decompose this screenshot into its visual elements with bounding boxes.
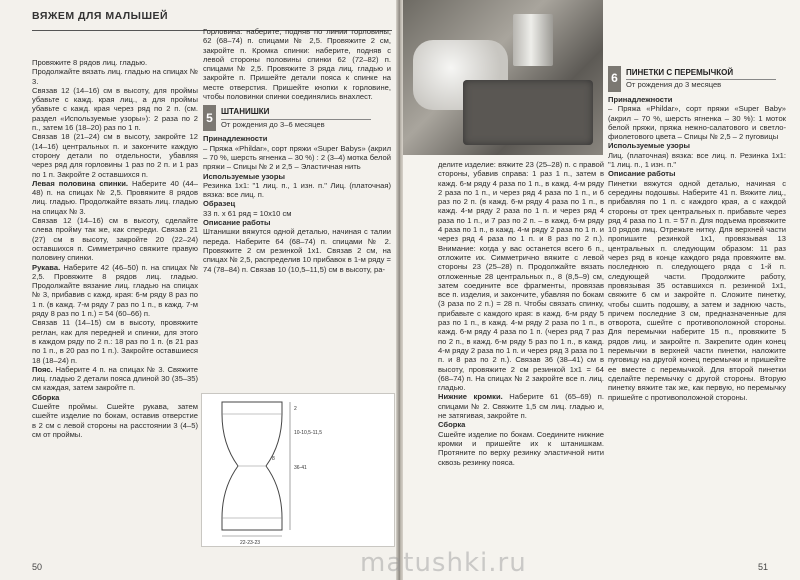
belt-paragraph [32, 365, 198, 393]
gauge-heading: Образец [203, 199, 236, 209]
paragraph: Связав 18 (21–24) см в высоту, закройте 12 (14–16) центральных п. и закончите каждую сторону детали по отдельности, убавляя через ряд для горловины 1 раз по 2 п. и 1 раз по 1 п. Закройте 2 оставшихся п. [32, 132, 198, 179]
gauge-text: 33 п. х 61 ряд = 10х10 см [203, 208, 292, 218]
left-column-1 [32, 58, 198, 439]
page-number-left: 50 [32, 562, 43, 572]
right-column-2 [608, 62, 786, 402]
materials-heading: Принадлежности [203, 134, 268, 144]
diagram-label: 36-41 [294, 465, 307, 471]
page-number-right: 51 [757, 562, 768, 572]
edges-text: Наберите 61 (65–69) п. спицами № 2. Свяжите 1,5 см лиц. гладью и, не затягивая, закройте п. [438, 392, 604, 421]
paragraph: Связав 12 (14–16) см в высоту, для проймы убавьте с кажд. края лиц., а для проймы убавьте с кажд. края через ряд по 2 п. (см. раздел «Используемые узоры»): 2 раза по 2 п., затем 16 (18–20) раз по 1 п. [32, 85, 198, 133]
product-photo [403, 0, 603, 155]
materials-text: – Пряжа «Phildar», сорт пряжи «Super Babys» (акрил – 70 %, шерсть ягненка – 30 %) : 2 (3–4) мотка белой пряжи – Спицы № 2 и 2,5 – Эластичная нить [203, 143, 391, 172]
pants-continuation-text: делите изделие: вяжите 23 (25–28) п. с правой стороны, убавив справа: 1 раз 1 п., затем в кажд. 6-м ряду 4 раза по 1 п., в кажд. 4-м ряду 2 раза по 1 п., и через ряд 4 раза по 1 п., и 6 раз по 2 п. (в кажд. 6-м ряду 4 раза по 1 п., в кажд. 4-м ряду 2 раза по 1 п. и через ряд 4 раза по 1 п., и 7 раз по 2 п. – в кажд. 6-м ряду 4 раза по 1 п., в кажд. 4-м ряду 2 раза по 1 п. и через ряд 4 раза по 1 п. и 8 раз по 2 п.). Внимание: когда у вас останется всего 6 п., отложите их. Симметрично вяжите с левой стороны 23 (25–28) п. Продолжайте вязать отложенные 28 центральных п., 8 (8,5–9) см, затем соедините все фрагменты, провязав все п. изделия, и закончите, убавляя по бокам (3 раза по 2 п.) = 28 п. Чтобы связать спинку, прибавьте с каждого края: в кажд. 6-м ряду 5 раз по 1 п., в кажд. 4-м ряду 2 раза по 1 п., в кажд. 6-м ряду 4 раза по 1 п. (через ряд 7 раз по 2 п., в кажд. 6-м ряду 5 раз по 1 п., в кажд. 4-м ряду 2 раза по 1 п. и через ряд 3 раза по 1 п. и 8 раз по 2 п.). Связав 36 (38–41) см в высоту, провяжите 2 см резинкой 1х1 = 64 (68–74) п. На спицах № 2 закройте все п. лиц. гладью. [438, 160, 604, 393]
pants-schematic [201, 393, 395, 547]
assembly-text: Сшейте изделие по бокам. Соедините нижние кромки и пришейте их к штанишкам. Протяните по верху резинку эластичной нити сквозь резинку пояса. [438, 429, 604, 467]
diagram-label: 22-23-23 [240, 540, 261, 546]
right-column-1 [438, 160, 604, 467]
section-title-block [221, 105, 371, 129]
section-age: От рождения до 3 месяцев [626, 80, 722, 90]
left-back-text: Наберите 40 (44–48) п. на спицах № 2,5. Провяжите 8 рядов лиц. гладью. Продолжайте вязать лиц. гладью на спицах № 3. [32, 178, 199, 216]
work-text: Пинетки вяжутся одной деталью, начиная с середины подошвы. Наберите 41 п. Вяжите лиц., прибавляя по 1 п. с каждого края, а с каждой стороны от трех центральных п. прибавьте через ряд 4 раза по 1 п. = 57 п. Для подъема провяжите 10 рядов лиц. Отрежьте нитку. Для верхней части пропишите резинкой 1х1, провязывая 13 центральных п. следующим образом: 11 раз через ряд в конце каждого ряда провяжите вм. последнюю п. следующего ряда с 1-й п. следующей части. Продолжите работу, провязывая 35 оставшихся п. резинкой 1х1, свяжите 6 см и закройте п. Сложите пинетку, чтобы сшить подошву, а затем и заднюю часть, причем последние 3 см, предназначенные для отворота, сшейте с противоположной стороны. Для перемычки наберите 15 п., провяжите 5 рядов лиц. и закройте п. Закрепите один конец перемычки в верхней части пинетки, наложите пуговицу на другой конец перемычки и пришейте ее вместе с перемычкой. Для второй пинетки сделайте перемычку с другой стороны. Вторую пинетку вяжите так же, как первую, но перемычку пришейте с противоположной стороны. [608, 178, 786, 402]
running-header: ВЯЖЕМ ДЛЯ МАЛЫШЕЙ [32, 10, 169, 22]
section-age: От рождения до 3–6 месяцев [221, 119, 325, 129]
left-back-paragraph [32, 179, 198, 216]
materials-heading: Принадлежности [608, 95, 673, 104]
sleeve-heading: Рукава. [32, 262, 61, 272]
left-back-heading: Левая половина спинки. [32, 178, 129, 188]
belt-heading: Пояс. [32, 364, 53, 374]
assembly-heading: Сборка [438, 420, 466, 430]
diagram-label: 10-10,5-11,5 [294, 430, 322, 436]
section-title: ШТАНИШКИ [221, 107, 270, 117]
work-heading: Описание работы [608, 169, 676, 179]
paragraph: Продолжайте вязать лиц. гладью на спицах № 3. [32, 67, 198, 86]
schematic-svg [202, 394, 394, 546]
paragraph: Связав 12 (14–16) см в высоту, сделайте слева пройму так же, как спереди. Связав 21 (27) см в высоту, закройте 20 (22–24) оставшихся п. Симметрично свяжите правую половину спинки. [32, 216, 198, 263]
section-5-header [203, 105, 391, 131]
section-title: ПИНЕТКИ С ПЕРЕМЫЧКОЙ [626, 68, 734, 77]
belt-text: Наберите 4 п. на спицах № 3. Свяжите лиц. гладью 2 детали пояса длиной 30 (35–35) см каждая, затем закройте п. [32, 364, 198, 393]
right-page [403, 0, 800, 580]
sleeve-text: Наберите 42 (46–50) п. на спицах № 2,5. Провяжите 8 рядов лиц. гладью. Продолжайте вязание лиц. гладью на спицах № 3, прибавив с кажд. края: 6-м ряду 8 раз по 1 п. (в кажд. 7-м ряду 7 раз по 1 п., в кажд. 7-м ряду 8 раз по 1 п.) = 54 (60–66) п. [32, 262, 198, 319]
paragraph: Связав 11 (14–15) см в высоту, провяжите реглан, как для передней и спинки, для этого в каждом ряду по 2 п.: 18 раз по 1 п. (в 21 раз по 1 п., в 20 раз по 1 п.). Закройте оставшиеся 18 (18–24) п. [32, 318, 198, 365]
site-watermark: matushki.ru [360, 548, 527, 578]
left-page [0, 0, 397, 580]
patterns-heading: Используемые узоры [203, 171, 285, 181]
diagram-label: 2 [294, 406, 297, 412]
assembly-heading: Сборка [32, 392, 60, 402]
patterns-text: Лиц. (платочная) вязка: все лиц. п. Резинка 1х1: "1 лиц. п., 1 изн. п." [608, 150, 786, 170]
edges-heading: Нижние кромки. [438, 392, 503, 402]
work-heading: Описание работы [203, 218, 271, 228]
photo-tin-cup [513, 14, 553, 66]
section-6-header [608, 66, 786, 92]
paragraph: Провяжите 8 рядов лиц. гладью. [32, 58, 148, 67]
edges-paragraph [438, 392, 604, 420]
left-column-2 [203, 27, 391, 274]
section-title-block [626, 66, 776, 90]
assembly-text: Сшейте проймы. Сшейте рукава, затем сшейте изделие по бокам, оставив отверстие в 2 см с левой стороны на расстоянии 3 (4–5) см от проймы. [32, 401, 198, 439]
diagram-label: 8 [272, 456, 275, 462]
neckline-text: Горловина: наберите, подняв по линии горловины, 62 (68–74) п. спицами № 2,5. Провяжите 2 см, закройте п. Кромка спинки: наберите, подняв с левой стороны половины спинки 62 (72–82) п. спицами № 2,5. Провяжите 3 ряда лиц. гладью и закройте п. Пришейте детали пояса к спинке на месте отверстия. Пришейте кнопки к горловине, чтобы половинки спинки соединялись внахлест. [203, 27, 391, 102]
work-text: Штанишки вяжутся одной деталью, начиная с талии переда. Наберите 64 (68–74) п. спицами № 2. Провяжите 2 см резинкой 1х1. Связав 2 см, на спицах № 2,5, распределив 10 прибавок в 1-м ряду = 74 (78–84) п. Связав 10 (10,5–11,5) см в высоту, ра- [203, 227, 391, 274]
section-number: 5 [203, 105, 216, 131]
patterns-text: Резинка 1х1: "1 лиц. п., 1 изн. п." Лиц. (платочная) вязка: все лиц. п. [203, 180, 391, 200]
materials-text: – Пряжа «Phildar», сорт пряжи «Super Baby» (акрил – 70 %, шерсть ягненка – 30 %): 1 моток белой пряжи, пряжа нежно-салатового и светло-фиолетового цвета – Спицы № 2,5 – 2 пуговицы [608, 104, 786, 142]
photo-box [463, 80, 593, 145]
section-number: 6 [608, 66, 621, 92]
sleeve-paragraph [32, 263, 198, 319]
patterns-heading: Используемые узоры [608, 141, 690, 151]
